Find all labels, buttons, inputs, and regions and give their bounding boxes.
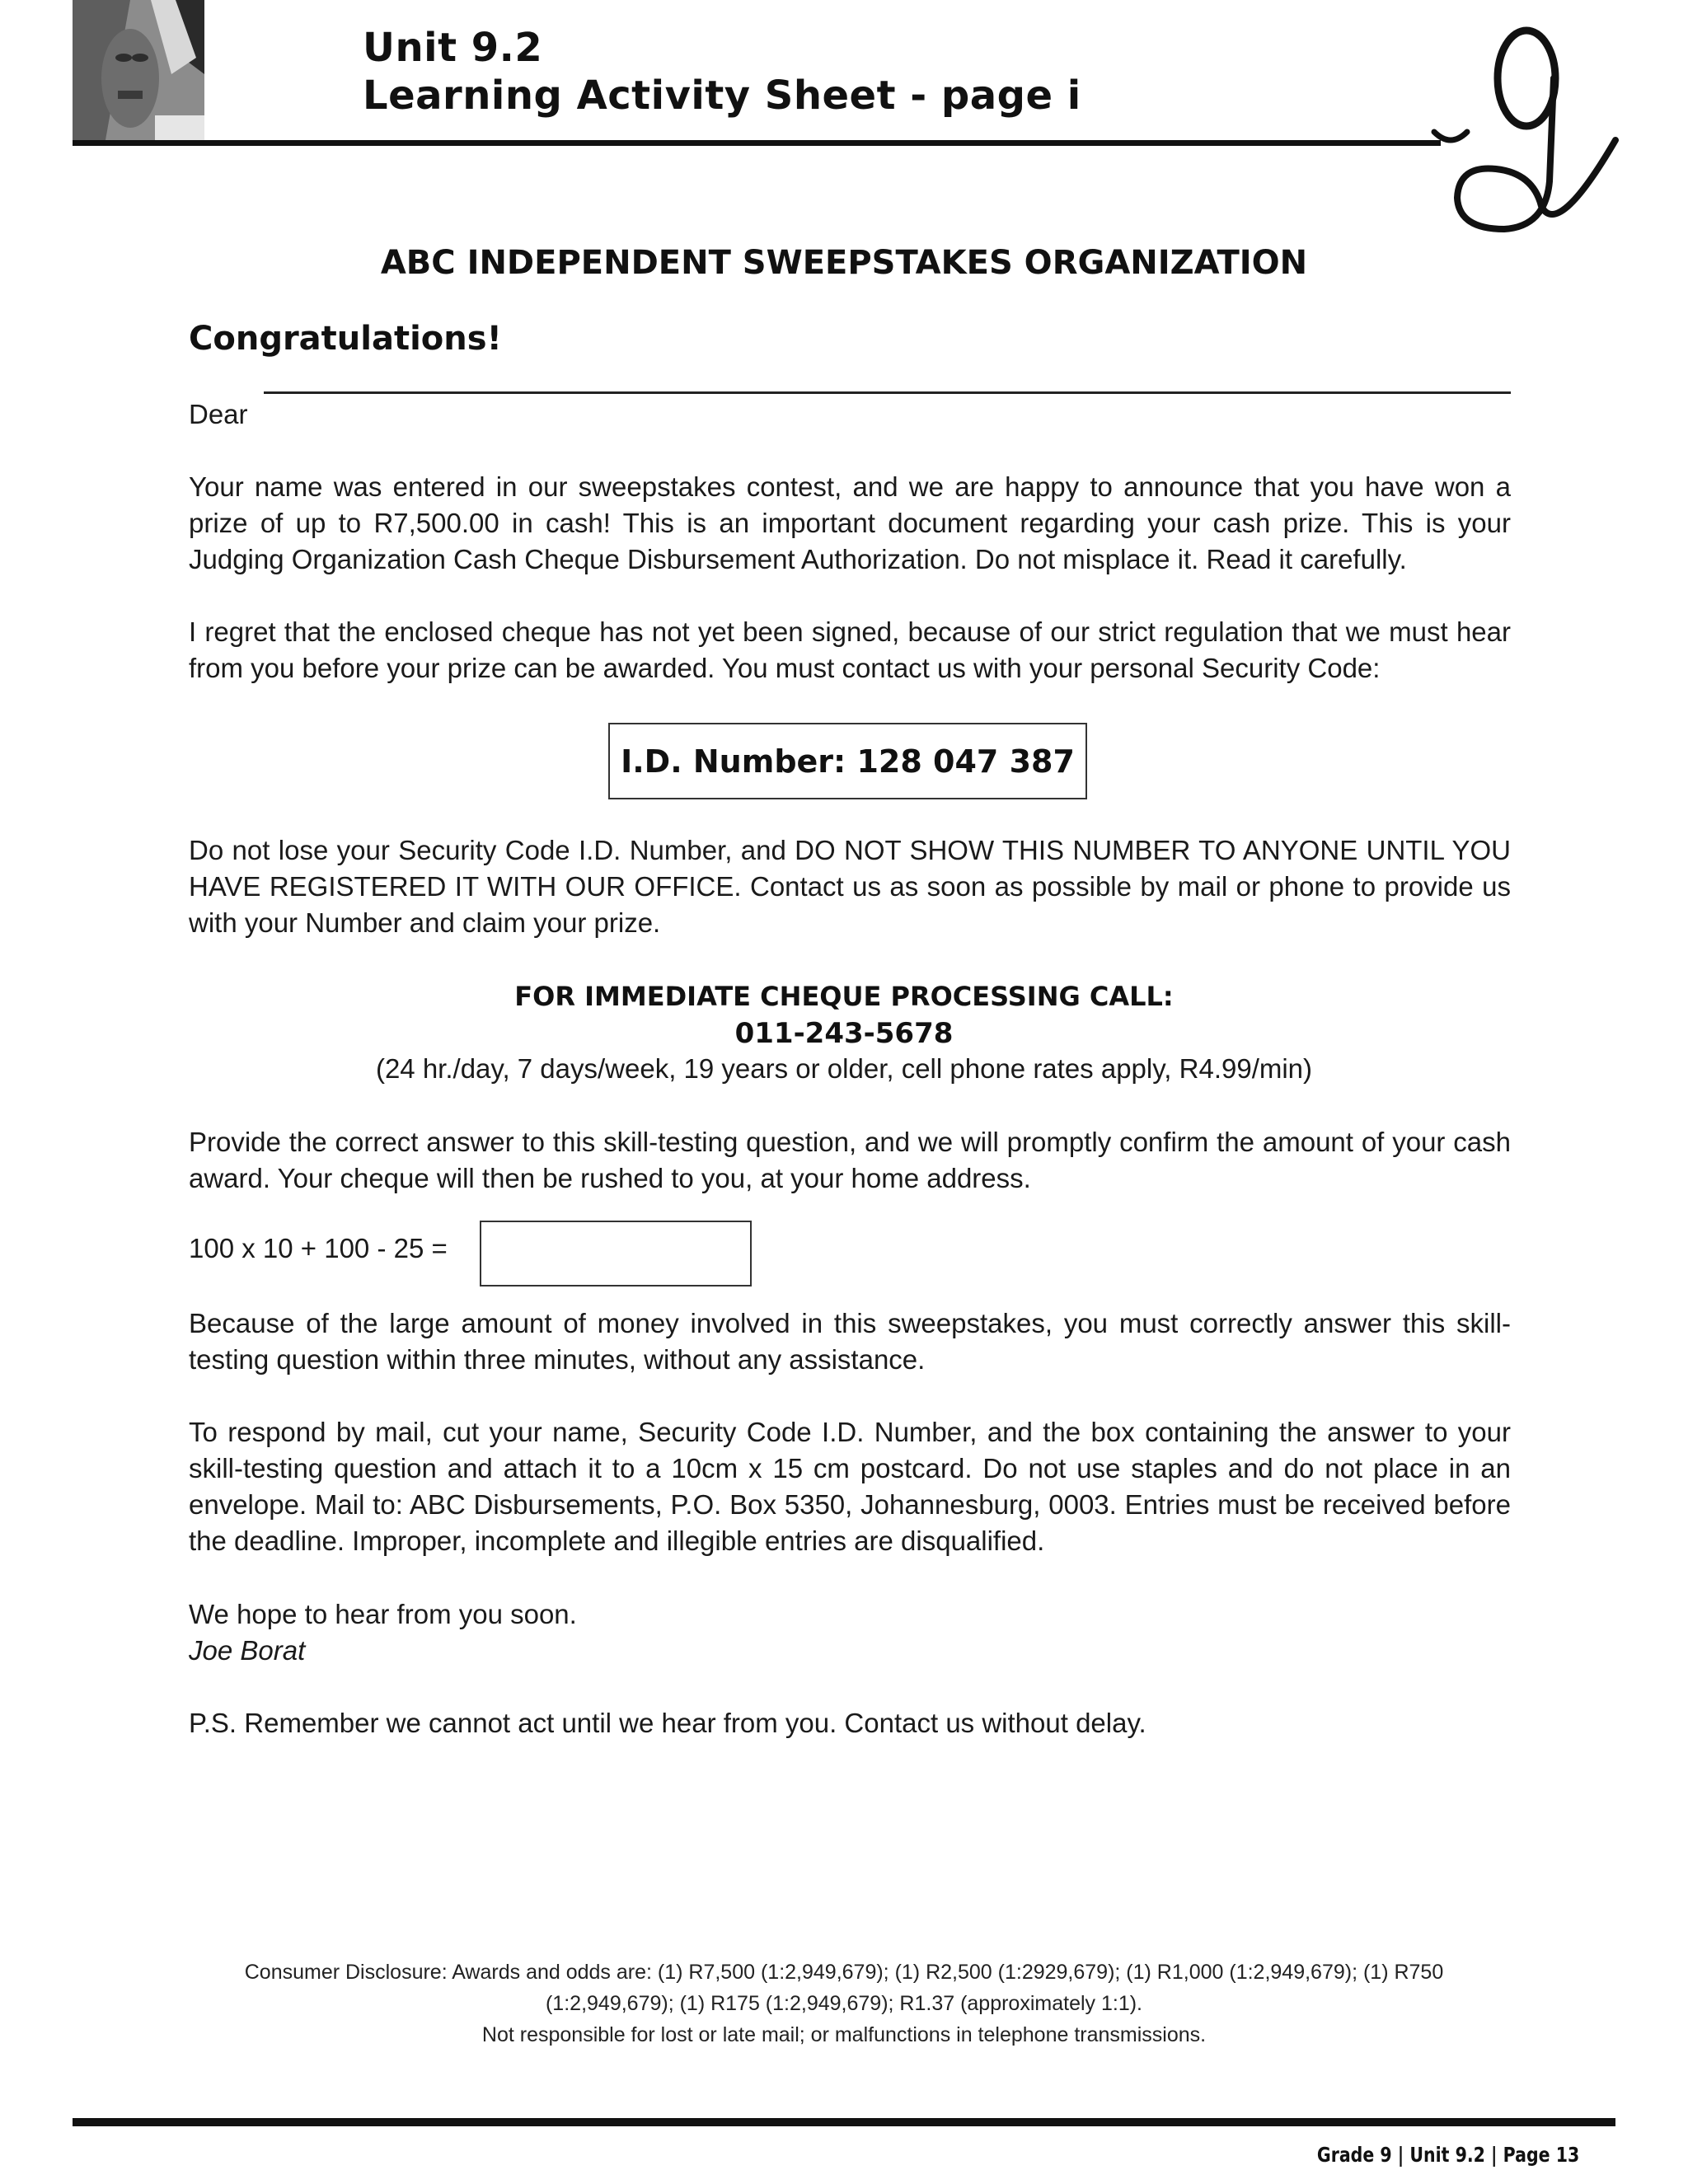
paragraph-security: Do not lose your Security Code I.D. Number, and DO NOT SHOW THIS NUMBER TO ANYONE UNTIL YOU HAVE REGISTERED IT WITH OUR OFFICE. Contact us as soon as possible by mail or phone to provide us with your Number and claim your prize. (189, 835, 1511, 938)
footer-rule (73, 2118, 1615, 2126)
header-rule (73, 140, 1441, 146)
answer-box[interactable] (480, 1221, 752, 1286)
header-photo (73, 0, 204, 140)
signature: Joe Borat (189, 1635, 306, 1666)
disclosure-line-1: Consumer Disclosure: Awards and odds are: (1) R7,500 (1:2,949,679); (1) R2,500 (1:2929,679); (1) R1,000 (1:2,949,679); (1) R750 (244, 1961, 1444, 1984)
mask-photo-icon (73, 0, 204, 140)
skill-testing-equation: 100 x 10 + 100 - 25 = (189, 1233, 448, 1263)
call-heading: FOR IMMEDIATE CHEQUE PROCESSING CALL: (514, 981, 1174, 1012)
paragraph-cheque: I regret that the enclosed cheque has not yet been signed, because of our strict regulation that we must hear from you before your prize can be awarded. You must contact us with your personal Security Code: (189, 616, 1511, 683)
name-blank-line (264, 391, 1511, 394)
greeting-heading: Congratulations! (189, 320, 502, 358)
unit-title: Unit 9.2 (363, 25, 543, 71)
postscript: P.S. Remember we cannot act until we hear from you. Contact us without delay. (189, 1708, 1146, 1738)
paragraph-prize: Your name was entered in our sweepstakes contest, and we are happy to announce that you have won a prize of up to R7,500.00 in cash! This is an important document regarding your cash prize. This is your Judging Organization Cash Cheque Disbursement Authorization. Do not misplace it. Read it carefully. (189, 471, 1511, 574)
paragraph-time-limit: Because of the large amount of money involved in this sweepstakes, you must correctly answer this skill-testing question within three minutes, without any assistance. (189, 1308, 1511, 1375)
disclosure-line-2: (1:2,949,679); (1) R175 (1:2,949,679); R1.37 (approximately 1:1). (545, 1992, 1142, 2015)
unit-nine-glyph-icon (1426, 16, 1624, 247)
security-code-box: I.D. Number: 128 047 387 (608, 723, 1087, 799)
organization-title: ABC INDEPENDENT SWEEPSTAKES ORGANIZATION (380, 244, 1308, 282)
paragraph-question: Provide the correct answer to this skill-testing question, and we will promptly confirm the amount of your cash award. Your cheque will then be rushed to you, at your home address. (189, 1127, 1511, 1193)
page-footer: Grade 9 | Unit 9.2 | Page 13 (1316, 2143, 1579, 2167)
paragraph-mail-instructions: To respond by mail, cut your name, Security Code I.D. Number, and the box containing the answer to your skill-testing question and attach it to a 10cm x 15 cm postcard. Do not use staples and do not place in an envelope. Mail to: ABC Disbursements, P.O. Box 5350, Johannesburg, 0003. Entries must be received before the deadline. Improper, incomplete and illegible entries are disqualified. (189, 1417, 1511, 1556)
phone-number: 011-243-5678 (734, 1017, 954, 1050)
disclosure-line-3: Not responsible for lost or late mail; or malfunctions in telephone transmissions. (481, 2023, 1207, 2046)
salutation: Dear (189, 399, 248, 429)
phone-note: (24 hr./day, 7 days/week, 19 years or older, cell phone rates apply, R4.99/min) (375, 1053, 1313, 1084)
closing-line: We hope to hear from you soon. (189, 1599, 577, 1629)
sheet-title: Learning Activity Sheet - page i (363, 73, 1081, 119)
